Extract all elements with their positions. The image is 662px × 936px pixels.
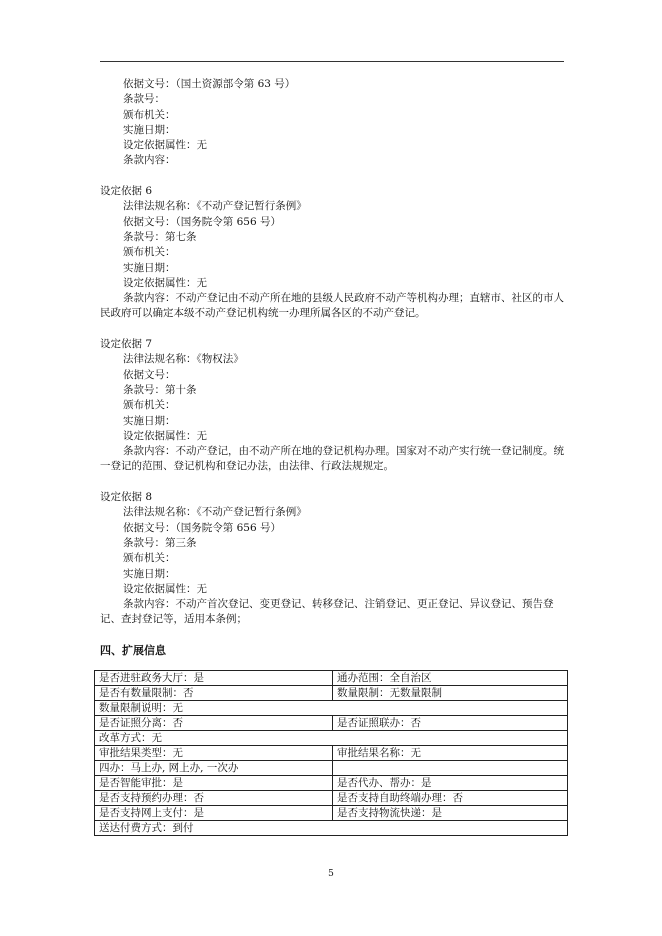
table-cell: 是否进驻政务大厅：是 bbox=[95, 671, 333, 686]
fragment-line: 实施日期： bbox=[123, 123, 176, 136]
table-row bbox=[95, 806, 568, 821]
fragment-line: 设定依据属性：无 bbox=[123, 139, 207, 152]
table-row bbox=[95, 686, 568, 701]
basis-7-line: 颁布机关： bbox=[123, 399, 176, 412]
table-cell: 是否支持网上支付：是 bbox=[95, 806, 333, 821]
basis-7-line: 实施日期： bbox=[123, 414, 176, 427]
fragment-line: 条款内容： bbox=[123, 154, 176, 167]
table-cell: 四办：马上办, 网上办, 一次办 bbox=[95, 761, 333, 776]
table-row bbox=[95, 776, 568, 791]
table-cell: 是否支持预约办理：否 bbox=[95, 791, 333, 806]
basis-8-line: 颁布机关： bbox=[123, 552, 176, 565]
basis-6-line: 法律法规名称：《不动产登记暂行条例》 bbox=[123, 200, 307, 213]
header-rule bbox=[100, 61, 564, 62]
table-cell: 是否智能审批：是 bbox=[95, 776, 333, 791]
table-cell: 改革方式：无 bbox=[95, 731, 568, 746]
table-cell: 是否支持物流快递：是 bbox=[333, 806, 568, 821]
basis-6-title: 设定依据 6 bbox=[100, 185, 153, 198]
basis-7-line: 设定依据属性：无 bbox=[123, 429, 207, 442]
table-row bbox=[95, 701, 568, 716]
basis-6-line: 实施日期： bbox=[123, 261, 176, 274]
basis-6-line: 设定依据属性：无 bbox=[123, 276, 207, 289]
table-row bbox=[95, 716, 568, 731]
basis-7-line: 法律法规名称：《物权法》 bbox=[123, 353, 244, 366]
table-row bbox=[95, 671, 568, 686]
table-cell: 是否证照联办：否 bbox=[333, 716, 568, 731]
table-cell bbox=[333, 761, 568, 776]
table-cell: 是否支持自助终端办理：否 bbox=[333, 791, 568, 806]
table-cell: 通办范围：全自治区 bbox=[333, 671, 568, 686]
basis-8-title: 设定依据 8 bbox=[100, 491, 153, 504]
table-cell: 是否代办、帮办：是 bbox=[333, 776, 568, 791]
table-cell: 是否证照分离：否 bbox=[95, 716, 333, 731]
basis-8-line: 依据文号：（国务院令第 656 号） bbox=[123, 521, 281, 534]
basis-8-line: 设定依据属性：无 bbox=[123, 582, 207, 595]
table-cell: 数量限制说明：无 bbox=[95, 701, 568, 716]
page-number: 5 bbox=[328, 869, 334, 879]
table-cell: 审批结果名称：无 bbox=[333, 746, 568, 761]
table-row bbox=[95, 791, 568, 806]
basis-8-content: 条款内容：不动产首次登记、变更登记、转移登记、注销登记、更正登记、异议登记、预告登记、查封登记等，适用本条例； bbox=[100, 598, 554, 626]
fragment-line: 颁布机关： bbox=[123, 108, 176, 121]
basis-6-line: 颁布机关： bbox=[123, 246, 176, 259]
basis-7-line: 依据文号： bbox=[123, 368, 176, 381]
basis-6-content: 条款内容：不动产登记由不动产所在地的县级人民政府不动产等机构办理；直辖市、社区的市人民政府可以确定本级不动产登记机构统一办理所属各区的不动产登记。 bbox=[100, 292, 564, 320]
table-cell: 审批结果类型：无 bbox=[95, 746, 333, 761]
basis-7-content: 条款内容：不动产登记，由不动产所在地的登记机构办理。国家对不动产实行统一登记制度。统一登记的范围、登记机构和登记办法，由法律、行政法规规定。 bbox=[100, 445, 564, 473]
basis-8-line: 实施日期： bbox=[123, 567, 176, 580]
basis-7-line: 条款号：第十条 bbox=[123, 383, 197, 396]
table-cell: 数量限制：无数量限制 bbox=[333, 686, 568, 701]
extension-info-table bbox=[94, 670, 568, 836]
basis-7-title: 设定依据 7 bbox=[100, 338, 153, 351]
section-title: 四、扩展信息 bbox=[100, 644, 166, 657]
table-row bbox=[95, 731, 568, 746]
table-cell: 是否有数量限制：否 bbox=[95, 686, 333, 701]
table-row bbox=[95, 761, 568, 776]
basis-6-line: 条款号：第七条 bbox=[123, 230, 197, 243]
table-row bbox=[95, 821, 568, 836]
basis-8-line: 法律法规名称：《不动产登记暂行条例》 bbox=[123, 506, 307, 519]
basis-8-line: 条款号：第三条 bbox=[123, 536, 197, 549]
basis-6-line: 依据文号：（国务院令第 656 号） bbox=[123, 215, 281, 228]
table-row bbox=[95, 746, 568, 761]
table-cell: 送达付费方式：到付 bbox=[95, 821, 568, 836]
document-body bbox=[100, 77, 566, 628]
fragment-line: 依据文号：（国土资源部令第 63 号） bbox=[123, 78, 296, 90]
fragment-line: 条款号： bbox=[123, 93, 165, 106]
